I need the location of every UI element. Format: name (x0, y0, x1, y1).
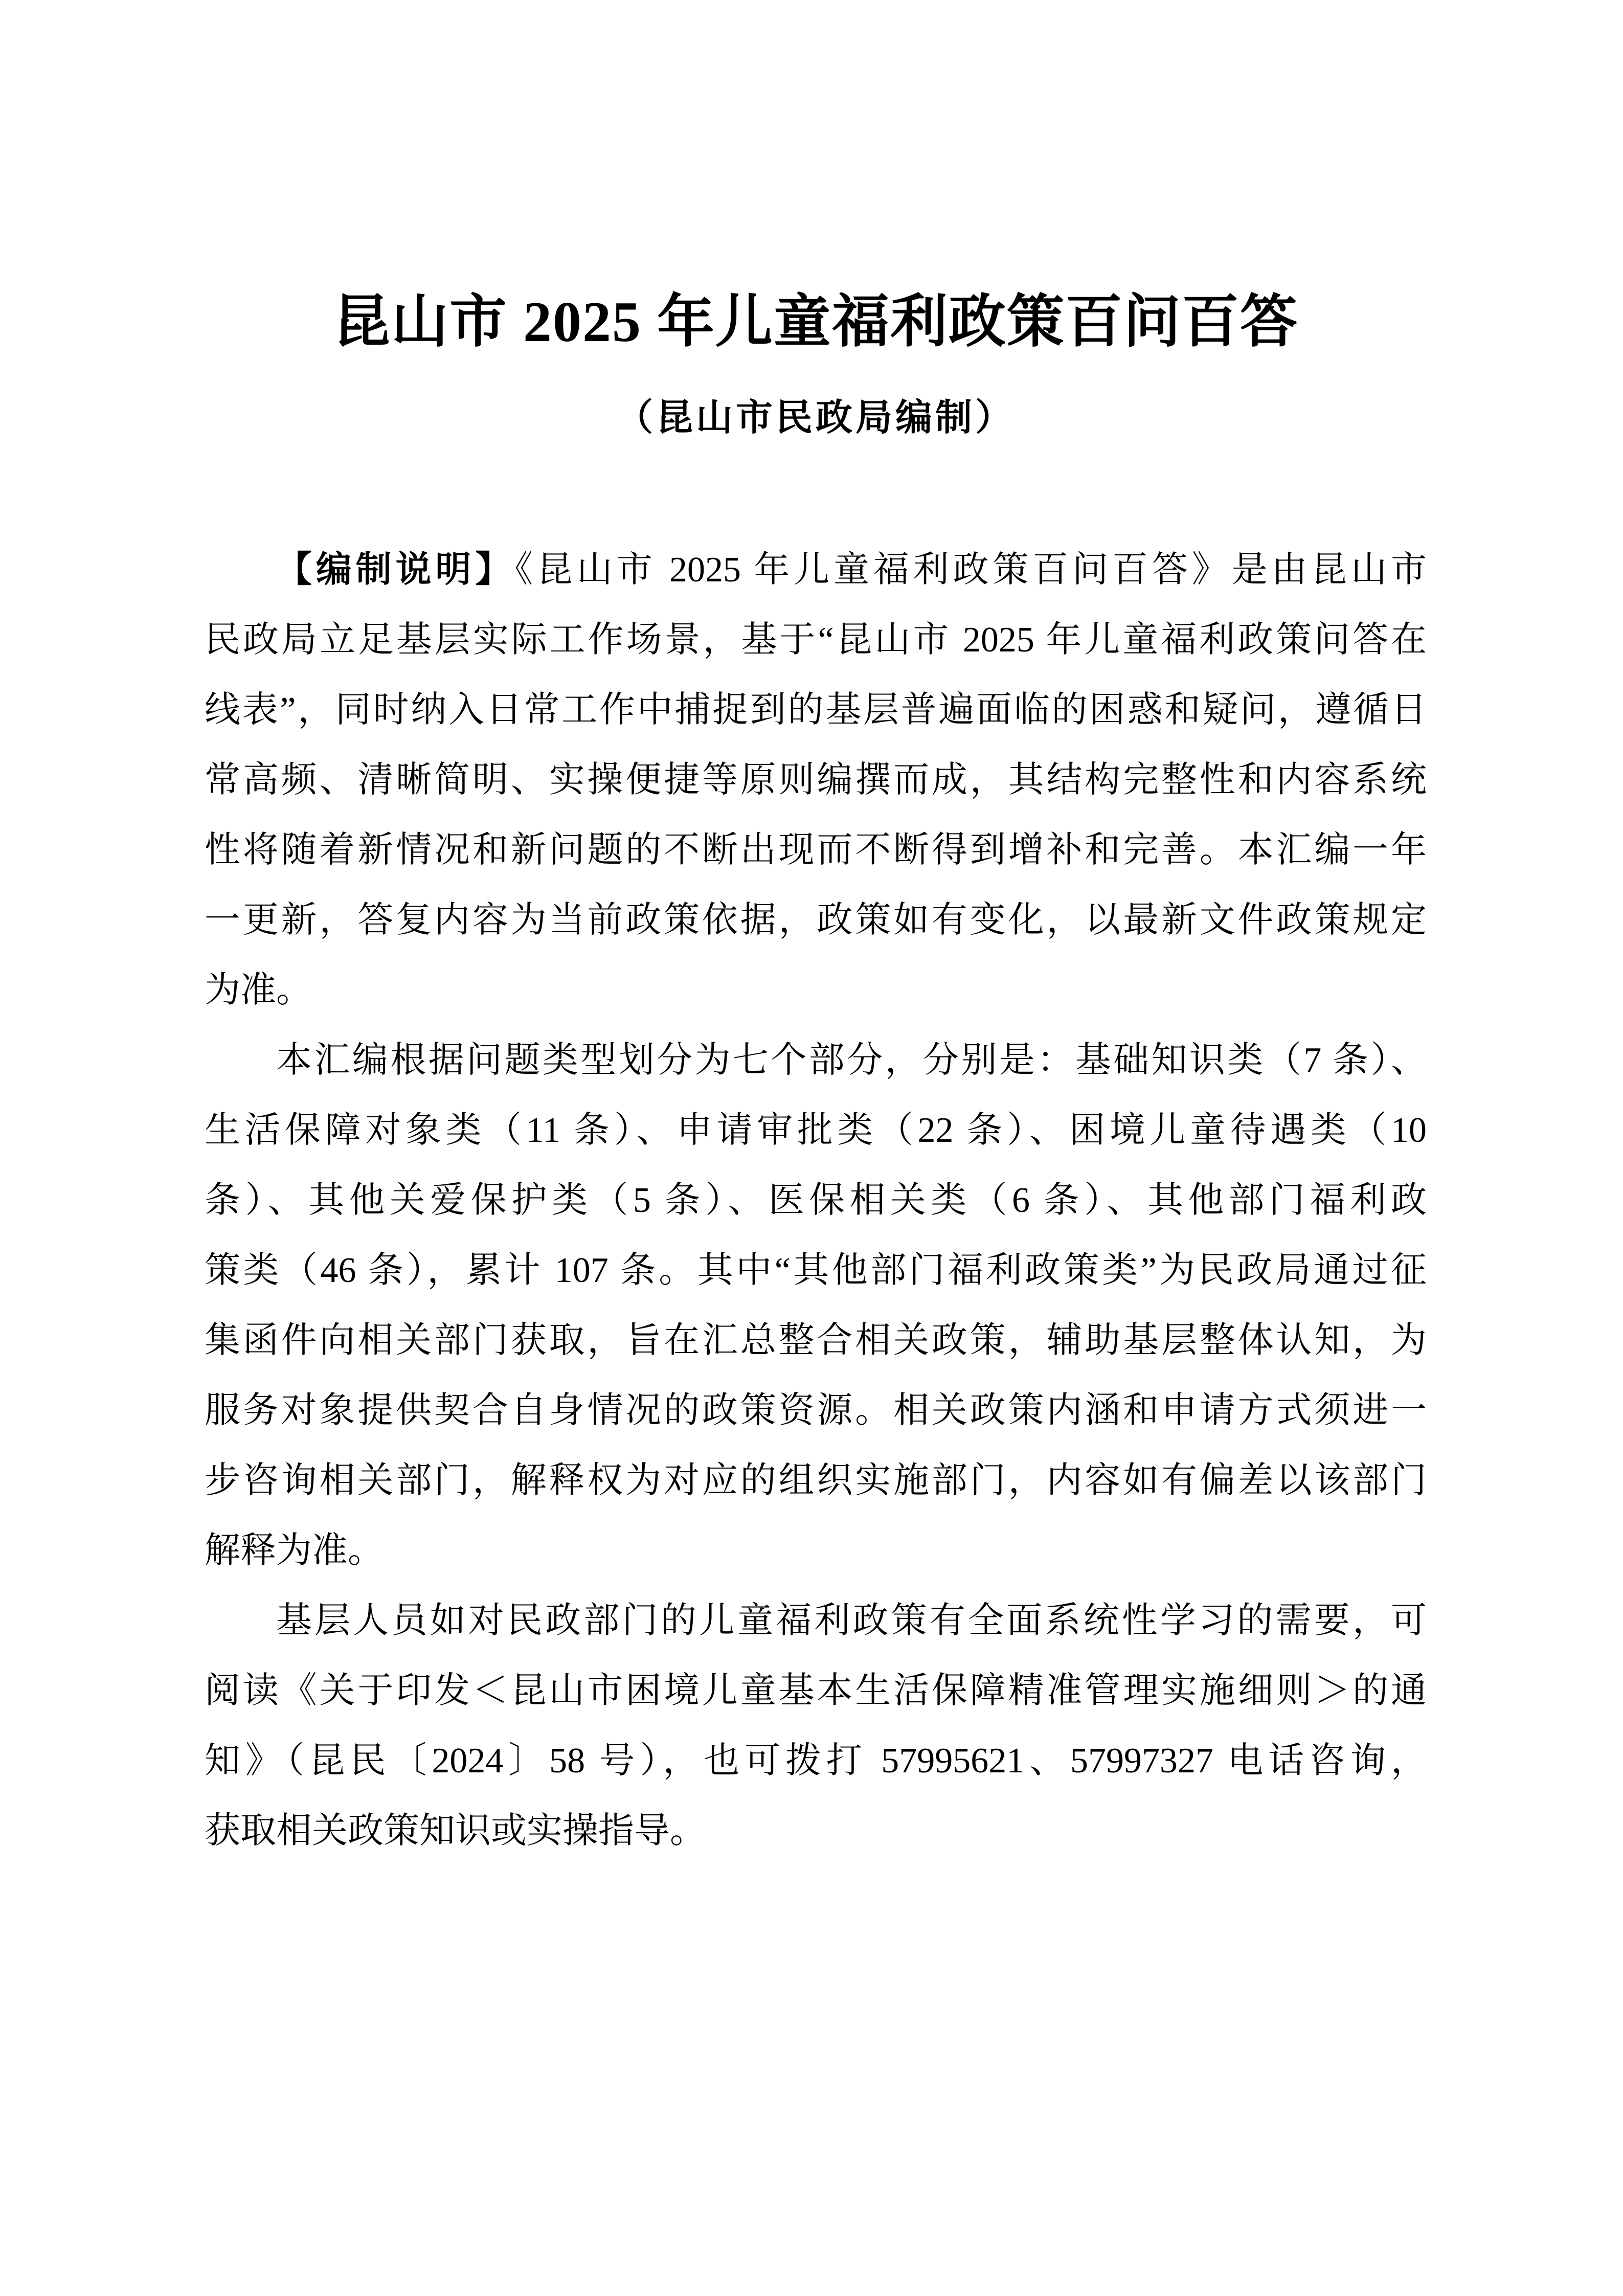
text-line: 一更新，答复内容为当前政策依据，政策如有变化，以最新文件政策规定 (205, 901, 1427, 940)
text-line: 常高频、清晰简明、实操便捷等原则编撰而成，其结构完整性和内容系统 (205, 760, 1427, 800)
text-line: 条）、其他关爱保护类（5 条）、医保相关类（6 条）、其他部门福利政 (205, 1181, 1427, 1220)
text-line: 线表”，同时纳入日常工作中捕捉到的基层普遍面临的困惑和疑问，遵循日 (205, 690, 1427, 730)
text-line: 基层人员如对民政部门的儿童福利政策有全面系统性学习的需要，可 (276, 1601, 1427, 1640)
text-line: 生活保障对象类（11 条）、申请审批类（22 条）、困境儿童待遇类（10 (205, 1111, 1427, 1150)
text-line: 为准。 (205, 971, 312, 1010)
document-subtitle: （昆山市民政局编制） (616, 397, 1015, 438)
paragraph-structure-overview (205, 1025, 1427, 1586)
paragraph-further-learning (205, 1586, 1427, 1866)
paragraph-compilation-note (205, 534, 1427, 1025)
text-line: 策类（46 条），累计 107 条。其中“其他部门福利政策类”为民政局通过征 (205, 1251, 1427, 1290)
text-line: 服务对象提供契合自身情况的政策资源。相关政策内涵和申请方式须进一 (205, 1391, 1427, 1430)
text-line: 步咨询相关部门，解释权为对应的组织实施部门，内容如有偏差以该部门 (205, 1461, 1427, 1500)
document-title: 昆山市 2025 年儿童福利政策百问百答 (333, 290, 1298, 354)
document-body (205, 534, 1427, 1866)
text-line: 获取相关政策知识或实操指导。 (205, 1811, 706, 1851)
text-line: 知》（昆民〔2024〕58 号），也可拨打 57995621、57997327 电话咨询， (205, 1741, 1427, 1781)
text-line-content: 《昆山市 2025 年儿童福利政策百问百答》是由昆山市 (515, 550, 1427, 590)
text-line: 集函件向相关部门获取，旨在汇总整合相关政策，辅助基层整体认知，为 (205, 1321, 1427, 1360)
text-line: 本汇编根据问题类型划分为七个部分，分别是：基础知识类（7 条）、 (276, 1041, 1427, 1080)
text-line: 解释为准。 (205, 1531, 384, 1570)
text-line: 性将随着新情况和新问题的不断出现而不断得到增补和完善。本汇编一年 (205, 830, 1427, 870)
compilation-note-label: 【编制说明】 (276, 549, 515, 589)
text-line: 阅读《关于印发＜昆山市困境儿童基本生活保障精准管理实施细则＞的通 (205, 1671, 1427, 1710)
text-line (205, 534, 1427, 605)
text-line: 民政局立足基层实际工作场景，基于“昆山市 2025 年儿童福利政策问答在 (205, 620, 1427, 660)
